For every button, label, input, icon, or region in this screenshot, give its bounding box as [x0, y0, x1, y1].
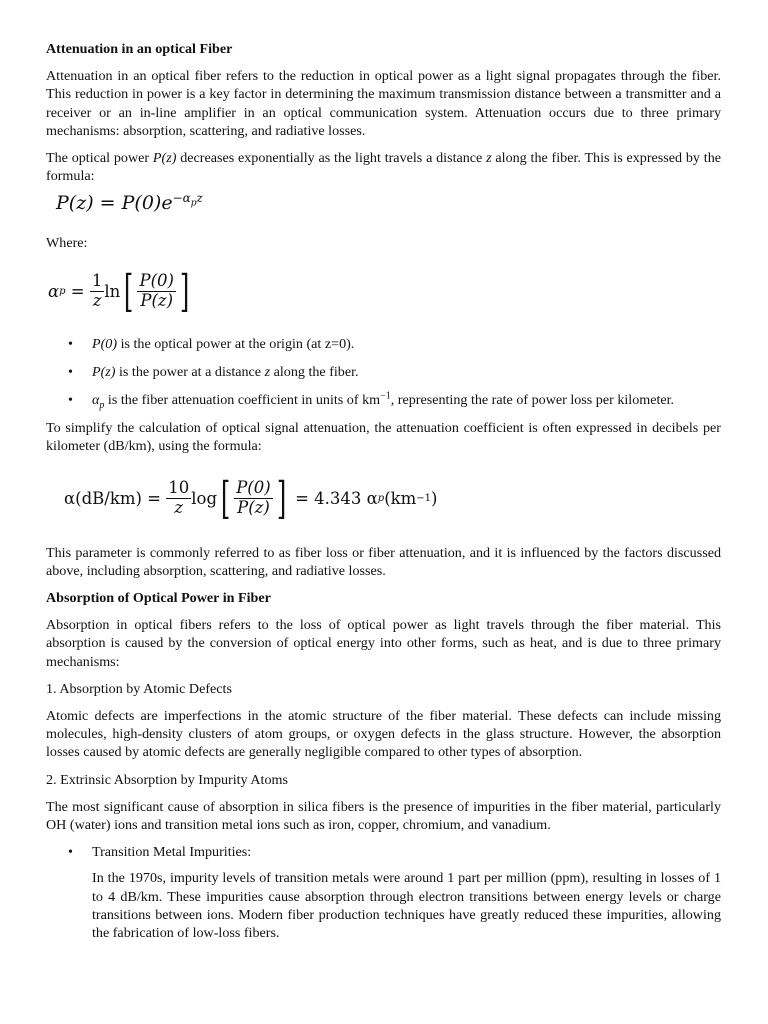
fraction-numerator: P(0): [236, 478, 271, 498]
list-item-text: is the fiber attenuation coefficient in units of km: [104, 392, 381, 409]
bullet-glyph: •: [68, 392, 73, 409]
paragraph-transition-metals: In the 1970s, impurity levels of transition metals were around 1 part per million (ppm), resulting in losses of 1 to 4 dB/km. These impurities cause absorption through electron transitions between energy levels or charge transitions between ions. Modern fiber production techniques have greatly reduced these impurities, allowing the fabrication of low-loss fibers.: [92, 870, 721, 942]
bullet-glyph: •: [68, 335, 73, 352]
equals-sign: =: [65, 281, 90, 301]
paragraph-db-per-km: To simplify the calculation of optical signal attenuation, the attenuation coefficient is often expressed in decibels per kilometer (dB/km), using the formula:: [46, 420, 721, 455]
paragraph-fiber-loss: This parameter is commonly referred to as fiber loss or fiber attenuation, and it is influenced by the factors discussed above, including absorption, scattering, and radiative losses.: [46, 544, 721, 579]
fraction-denominator: P(z): [140, 291, 174, 311]
bracket-group: [120, 265, 193, 317]
equation-alpha-p: [48, 265, 721, 319]
list-item: [46, 363, 721, 381]
variable-z: z: [486, 150, 492, 167]
bracket-group: [217, 472, 290, 524]
fraction-ten-over-z: [166, 479, 191, 518]
text-segment: along the fiber. This is expressed by the formula:: [46, 150, 721, 185]
rhs-subscript: p: [377, 492, 385, 504]
list-item-text: , representing the rate of power loss per kilometer.: [390, 392, 675, 409]
bullet-glyph: •: [68, 363, 73, 380]
list-item-text: is the power at a distance: [115, 363, 265, 380]
right-bracket: ]: [179, 265, 190, 317]
equation-lhs: α(dB/km) =: [64, 488, 167, 508]
list-item-text: along the fiber.: [270, 363, 359, 380]
equation-rhs: = 4.343 α: [289, 488, 378, 508]
alpha-symbol: α: [48, 281, 60, 301]
ln-operator: ln: [104, 281, 121, 301]
log-operator: log: [191, 488, 218, 508]
bullet-glyph: •: [68, 844, 73, 861]
subheading-impurity-atoms: 2. Extrinsic Absorption by Impurity Atoms: [46, 771, 288, 788]
equation-power-decay: [56, 191, 721, 220]
superscript: −1: [380, 390, 391, 402]
rhs-unit: (km: [384, 488, 417, 508]
section-heading-absorption: Absorption of Optical Power in Fiber: [46, 590, 271, 607]
fraction-power-ratio: [137, 272, 175, 311]
paragraph-optical-power: [46, 149, 721, 185]
fraction-denominator: z: [174, 498, 184, 518]
equation-exponent: −α: [172, 191, 191, 206]
equation-db-attenuation: α(dB/km) = $\frac{10}{z}$ log [ $\frac{P(0)}{P(z)}$ ] = 4.343 α p (km −1 ): [64, 472, 438, 524]
paragraph-absorption-intro: Absorption in optical fibers refers to the loss of optical power as light travels through the fiber material. This absorption is caused by the conversion of optical energy into other forms, such as heat, and is due to three primary mechanisms:: [46, 617, 721, 670]
fraction-numerator: 1: [91, 271, 103, 291]
document-page: [46, 40, 721, 942]
fraction-denominator: z: [92, 291, 102, 311]
fraction-numerator: 10: [168, 478, 190, 498]
list-item-transition-metals: [46, 843, 721, 942]
paragraph-atomic-defects: Atomic defects are imperfections in the atomic structure of the fiber material. These defects can include missing molecules, high-density clusters of atom groups, or oxygen defects in the glass structure. However, the absorption losses caused by atomic defects are generally negligible compared to other types of absorption.: [46, 708, 721, 761]
equation-exponent-tail: z: [196, 191, 203, 206]
text-segment: The optical power: [46, 150, 153, 167]
equation-lhs: P(z) = P(0)e: [56, 192, 173, 215]
variable-z: z: [264, 363, 271, 380]
fraction-numerator: P(0): [139, 271, 174, 291]
rhs-close: ): [431, 488, 438, 508]
variable-pz: P(z): [92, 363, 116, 380]
fraction-one-over-z: [90, 272, 105, 311]
variable-pz: P(z): [152, 150, 177, 167]
section-heading-attenuation: Attenuation in an optical Fiber: [46, 41, 233, 57]
left-bracket: [: [220, 472, 231, 524]
paragraph-impurity-atoms: The most significant cause of absorption in silica fibers is the presence of impurities in the fiber material, particularly OH (water) ions and transition metal ions such as iron, copper, chromium, and vanadium.: [46, 798, 721, 834]
list-item-text: is the optical power at the origin (at z=0).: [117, 335, 355, 352]
equation-exponent-sub: p: [190, 198, 197, 209]
right-bracket: ]: [276, 472, 286, 524]
left-bracket: [: [124, 265, 134, 317]
subheading-atomic-defects: 1. Absorption by Atomic Defects: [46, 680, 232, 697]
list-item: [46, 391, 721, 409]
fraction-denominator: P(z): [237, 498, 270, 518]
list-item-title: Transition Metal Impurities:: [92, 844, 252, 861]
variable-p0: P(0): [92, 335, 118, 352]
paragraph-attenuation-intro: Attenuation in an optical fiber refers to the reduction in optical power as a light signal propagates through the fiber. This reduction in power is a key factor in determining the maximum transmission distance between a transmitter and a receiver or an in-line amplifier in an optical communication system. Attenuation occurs due to three primary mechanisms: absorption, scattering, and radiative losses.: [46, 68, 721, 139]
variable-alpha-sub: p: [99, 399, 105, 411]
list-item: [46, 335, 721, 353]
variable-alpha: α: [92, 392, 100, 409]
fraction-power-ratio: [234, 479, 272, 518]
where-label: Where:: [46, 235, 88, 252]
definition-list: [46, 335, 721, 410]
text-segment: decreases exponentially as the light travels a distance: [176, 150, 487, 167]
alpha-subscript: p: [59, 285, 66, 297]
